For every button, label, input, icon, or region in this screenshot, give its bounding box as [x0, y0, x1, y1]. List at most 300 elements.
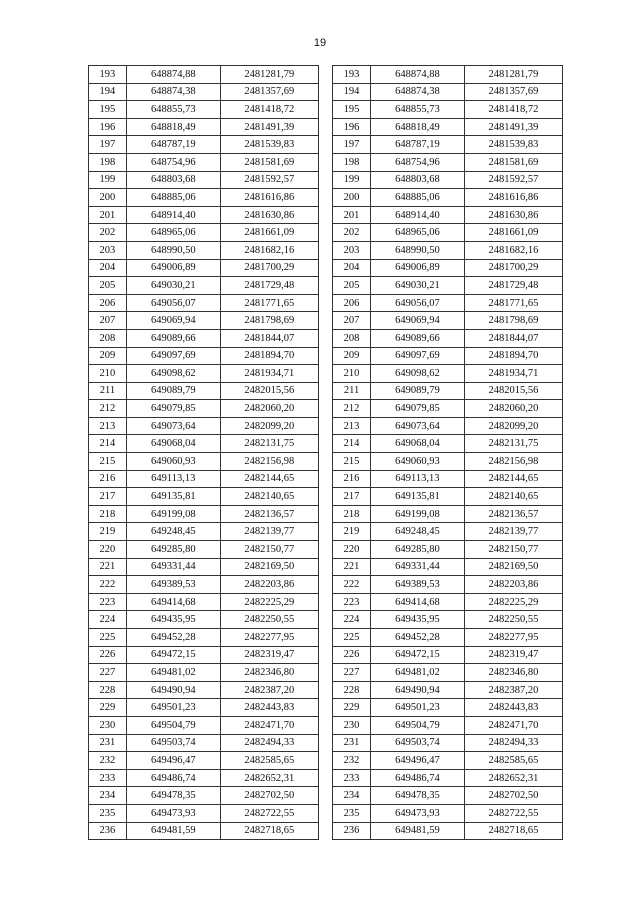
column-gap — [318, 171, 332, 189]
right-x-coordinate-cell: 648990,50 — [370, 241, 464, 259]
right-y-coordinate-cell: 2482144,65 — [464, 470, 562, 488]
left-y-coordinate-cell: 2481581,69 — [220, 153, 318, 171]
left-x-coordinate-cell: 649501,23 — [126, 699, 220, 717]
table-row — [89, 488, 563, 506]
table-row — [89, 523, 563, 541]
left-x-coordinate-cell: 649472,15 — [126, 646, 220, 664]
right-x-coordinate-cell: 648874,38 — [370, 83, 464, 101]
left-x-coordinate-cell: 649452,28 — [126, 629, 220, 647]
column-gap — [318, 382, 332, 400]
column-gap — [318, 822, 332, 840]
column-gap — [318, 593, 332, 611]
left-y-coordinate-cell: 2481616,86 — [220, 189, 318, 207]
right-x-coordinate-cell: 648803,68 — [370, 171, 464, 189]
left-x-coordinate-cell: 649097,69 — [126, 347, 220, 365]
right-point-number-cell: 214 — [333, 435, 371, 453]
left-y-coordinate-cell: 2482225,29 — [220, 593, 318, 611]
left-point-number-cell: 195 — [89, 101, 127, 119]
column-gap — [318, 400, 332, 418]
left-y-coordinate-cell: 2481630,86 — [220, 206, 318, 224]
right-x-coordinate-cell: 649069,94 — [370, 312, 464, 330]
table-row — [89, 365, 563, 383]
left-x-coordinate-cell: 649481,59 — [126, 822, 220, 840]
left-point-number-cell: 231 — [89, 734, 127, 752]
right-point-number-cell: 211 — [333, 382, 371, 400]
left-point-number-cell: 213 — [89, 417, 127, 435]
right-x-coordinate-cell: 649056,07 — [370, 294, 464, 312]
left-point-number-cell: 211 — [89, 382, 127, 400]
right-point-number-cell: 219 — [333, 523, 371, 541]
column-gap — [318, 241, 332, 259]
right-y-coordinate-cell: 2481682,16 — [464, 241, 562, 259]
right-point-number-cell: 223 — [333, 593, 371, 611]
left-y-coordinate-cell: 2482156,98 — [220, 453, 318, 471]
right-x-coordinate-cell: 649073,64 — [370, 417, 464, 435]
right-x-coordinate-cell: 649389,53 — [370, 576, 464, 594]
right-point-number-cell: 224 — [333, 611, 371, 629]
right-y-coordinate-cell: 2481729,48 — [464, 277, 562, 295]
left-point-number-cell: 197 — [89, 136, 127, 154]
right-point-number-cell: 202 — [333, 224, 371, 242]
right-point-number-cell: 230 — [333, 716, 371, 734]
column-gap — [318, 523, 332, 541]
left-y-coordinate-cell: 2482319,47 — [220, 646, 318, 664]
column-gap — [318, 136, 332, 154]
right-point-number-cell: 225 — [333, 629, 371, 647]
column-gap — [318, 153, 332, 171]
right-point-number-cell: 234 — [333, 787, 371, 805]
left-y-coordinate-cell: 2481798,69 — [220, 312, 318, 330]
table-row — [89, 752, 563, 770]
left-y-coordinate-cell: 2482702,50 — [220, 787, 318, 805]
left-x-coordinate-cell: 649113,13 — [126, 470, 220, 488]
right-x-coordinate-cell: 649285,80 — [370, 541, 464, 559]
right-y-coordinate-cell: 2481581,69 — [464, 153, 562, 171]
table-row — [89, 118, 563, 136]
right-x-coordinate-cell: 649089,79 — [370, 382, 464, 400]
right-y-coordinate-cell: 2481700,29 — [464, 259, 562, 277]
right-x-coordinate-cell: 649060,93 — [370, 453, 464, 471]
column-gap — [318, 769, 332, 787]
right-x-coordinate-cell: 649098,62 — [370, 365, 464, 383]
left-x-coordinate-cell: 648754,96 — [126, 153, 220, 171]
column-gap — [318, 259, 332, 277]
table-row — [89, 171, 563, 189]
left-x-coordinate-cell: 648818,49 — [126, 118, 220, 136]
column-gap — [318, 611, 332, 629]
column-gap — [318, 347, 332, 365]
left-point-number-cell: 232 — [89, 752, 127, 770]
right-y-coordinate-cell: 2482060,20 — [464, 400, 562, 418]
right-y-coordinate-cell: 2481491,39 — [464, 118, 562, 136]
left-y-coordinate-cell: 2482169,50 — [220, 558, 318, 576]
table-row — [89, 664, 563, 682]
left-point-number-cell: 201 — [89, 206, 127, 224]
column-gap — [318, 558, 332, 576]
right-x-coordinate-cell: 649079,85 — [370, 400, 464, 418]
table-row — [89, 189, 563, 207]
table-row — [89, 629, 563, 647]
column-gap — [318, 453, 332, 471]
right-point-number-cell: 236 — [333, 822, 371, 840]
column-gap — [318, 206, 332, 224]
table-row — [89, 329, 563, 347]
column-gap — [318, 312, 332, 330]
right-y-coordinate-cell: 2481357,69 — [464, 83, 562, 101]
table-row — [89, 681, 563, 699]
column-gap — [318, 734, 332, 752]
right-y-coordinate-cell: 2482139,77 — [464, 523, 562, 541]
left-y-coordinate-cell: 2482136,57 — [220, 505, 318, 523]
right-x-coordinate-cell: 648754,96 — [370, 153, 464, 171]
right-y-coordinate-cell: 2481934,71 — [464, 365, 562, 383]
left-point-number-cell: 236 — [89, 822, 127, 840]
table-row — [89, 822, 563, 840]
left-x-coordinate-cell: 649068,04 — [126, 435, 220, 453]
left-y-coordinate-cell: 2482387,20 — [220, 681, 318, 699]
left-y-coordinate-cell: 2481418,72 — [220, 101, 318, 119]
right-x-coordinate-cell: 649030,21 — [370, 277, 464, 295]
left-point-number-cell: 208 — [89, 329, 127, 347]
column-gap — [318, 66, 332, 84]
right-x-coordinate-cell: 649473,93 — [370, 804, 464, 822]
column-gap — [318, 488, 332, 506]
left-point-number-cell: 196 — [89, 118, 127, 136]
left-y-coordinate-cell: 2482139,77 — [220, 523, 318, 541]
column-gap — [318, 83, 332, 101]
right-point-number-cell: 196 — [333, 118, 371, 136]
column-gap — [318, 435, 332, 453]
right-y-coordinate-cell: 2482702,50 — [464, 787, 562, 805]
right-point-number-cell: 212 — [333, 400, 371, 418]
left-x-coordinate-cell: 649248,45 — [126, 523, 220, 541]
left-x-coordinate-cell: 649478,35 — [126, 787, 220, 805]
right-y-coordinate-cell: 2482387,20 — [464, 681, 562, 699]
table-row — [89, 453, 563, 471]
right-point-number-cell: 193 — [333, 66, 371, 84]
right-x-coordinate-cell: 649331,44 — [370, 558, 464, 576]
left-x-coordinate-cell: 649504,79 — [126, 716, 220, 734]
table-row — [89, 593, 563, 611]
left-y-coordinate-cell: 2481592,57 — [220, 171, 318, 189]
column-gap — [318, 365, 332, 383]
left-x-coordinate-cell: 649030,21 — [126, 277, 220, 295]
table-row — [89, 558, 563, 576]
left-point-number-cell: 206 — [89, 294, 127, 312]
left-x-coordinate-cell: 649481,02 — [126, 664, 220, 682]
table-row — [89, 611, 563, 629]
table-row — [89, 804, 563, 822]
table-row — [89, 259, 563, 277]
right-y-coordinate-cell: 2482156,98 — [464, 453, 562, 471]
right-x-coordinate-cell: 648885,06 — [370, 189, 464, 207]
right-y-coordinate-cell: 2481539,83 — [464, 136, 562, 154]
right-x-coordinate-cell: 649486,74 — [370, 769, 464, 787]
table-row — [89, 716, 563, 734]
right-y-coordinate-cell: 2482136,57 — [464, 505, 562, 523]
table-row — [89, 101, 563, 119]
right-x-coordinate-cell: 649490,94 — [370, 681, 464, 699]
left-y-coordinate-cell: 2482203,86 — [220, 576, 318, 594]
coordinates-table-body — [89, 66, 563, 840]
left-y-coordinate-cell: 2481357,69 — [220, 83, 318, 101]
right-y-coordinate-cell: 2481616,86 — [464, 189, 562, 207]
left-point-number-cell: 229 — [89, 699, 127, 717]
left-x-coordinate-cell: 649331,44 — [126, 558, 220, 576]
left-x-coordinate-cell: 649069,94 — [126, 312, 220, 330]
right-y-coordinate-cell: 2482150,77 — [464, 541, 562, 559]
right-point-number-cell: 218 — [333, 505, 371, 523]
right-point-number-cell: 195 — [333, 101, 371, 119]
right-point-number-cell: 198 — [333, 153, 371, 171]
left-y-coordinate-cell: 2481771,65 — [220, 294, 318, 312]
left-y-coordinate-cell: 2482277,95 — [220, 629, 318, 647]
right-x-coordinate-cell: 649248,45 — [370, 523, 464, 541]
column-gap — [318, 541, 332, 559]
right-y-coordinate-cell: 2481894,70 — [464, 347, 562, 365]
left-point-number-cell: 209 — [89, 347, 127, 365]
column-gap — [318, 505, 332, 523]
table-row — [89, 83, 563, 101]
left-y-coordinate-cell: 2482585,65 — [220, 752, 318, 770]
column-gap — [318, 664, 332, 682]
left-point-number-cell: 233 — [89, 769, 127, 787]
left-point-number-cell: 212 — [89, 400, 127, 418]
right-point-number-cell: 194 — [333, 83, 371, 101]
column-gap — [318, 681, 332, 699]
left-y-coordinate-cell: 2482131,75 — [220, 435, 318, 453]
column-gap — [318, 576, 332, 594]
column-gap — [318, 787, 332, 805]
column-gap — [318, 699, 332, 717]
right-point-number-cell: 201 — [333, 206, 371, 224]
right-y-coordinate-cell: 2482718,65 — [464, 822, 562, 840]
left-y-coordinate-cell: 2482150,77 — [220, 541, 318, 559]
right-y-coordinate-cell: 2482471,70 — [464, 716, 562, 734]
right-x-coordinate-cell: 649135,81 — [370, 488, 464, 506]
right-x-coordinate-cell: 649478,35 — [370, 787, 464, 805]
left-x-coordinate-cell: 648885,06 — [126, 189, 220, 207]
left-y-coordinate-cell: 2482346,80 — [220, 664, 318, 682]
left-y-coordinate-cell: 2481682,16 — [220, 241, 318, 259]
table-row — [89, 576, 563, 594]
left-x-coordinate-cell: 649435,95 — [126, 611, 220, 629]
table-row — [89, 400, 563, 418]
right-x-coordinate-cell: 649068,04 — [370, 435, 464, 453]
right-point-number-cell: 204 — [333, 259, 371, 277]
right-y-coordinate-cell: 2482169,50 — [464, 558, 562, 576]
right-x-coordinate-cell: 648874,88 — [370, 66, 464, 84]
right-y-coordinate-cell: 2482250,55 — [464, 611, 562, 629]
left-point-number-cell: 203 — [89, 241, 127, 259]
left-point-number-cell: 227 — [89, 664, 127, 682]
right-x-coordinate-cell: 649089,66 — [370, 329, 464, 347]
right-point-number-cell: 207 — [333, 312, 371, 330]
right-x-coordinate-cell: 649435,95 — [370, 611, 464, 629]
left-y-coordinate-cell: 2481894,70 — [220, 347, 318, 365]
right-point-number-cell: 209 — [333, 347, 371, 365]
right-y-coordinate-cell: 2481418,72 — [464, 101, 562, 119]
left-x-coordinate-cell: 649503,74 — [126, 734, 220, 752]
right-point-number-cell: 232 — [333, 752, 371, 770]
right-x-coordinate-cell: 649006,89 — [370, 259, 464, 277]
left-point-number-cell: 198 — [89, 153, 127, 171]
left-y-coordinate-cell: 2482652,31 — [220, 769, 318, 787]
left-x-coordinate-cell: 649135,81 — [126, 488, 220, 506]
left-x-coordinate-cell: 649199,08 — [126, 505, 220, 523]
left-y-coordinate-cell: 2482060,20 — [220, 400, 318, 418]
left-point-number-cell: 193 — [89, 66, 127, 84]
left-y-coordinate-cell: 2481661,09 — [220, 224, 318, 242]
left-y-coordinate-cell: 2482722,55 — [220, 804, 318, 822]
right-y-coordinate-cell: 2481798,69 — [464, 312, 562, 330]
right-y-coordinate-cell: 2481281,79 — [464, 66, 562, 84]
table-row — [89, 277, 563, 295]
left-x-coordinate-cell: 648787,19 — [126, 136, 220, 154]
column-gap — [318, 629, 332, 647]
left-point-number-cell: 228 — [89, 681, 127, 699]
left-x-coordinate-cell: 648965,06 — [126, 224, 220, 242]
left-x-coordinate-cell: 649490,94 — [126, 681, 220, 699]
left-y-coordinate-cell: 2482494,33 — [220, 734, 318, 752]
right-y-coordinate-cell: 2481592,57 — [464, 171, 562, 189]
column-gap — [318, 646, 332, 664]
left-y-coordinate-cell: 2481281,79 — [220, 66, 318, 84]
table-row — [89, 769, 563, 787]
right-point-number-cell: 197 — [333, 136, 371, 154]
right-y-coordinate-cell: 2482203,86 — [464, 576, 562, 594]
right-y-coordinate-cell: 2482319,47 — [464, 646, 562, 664]
right-y-coordinate-cell: 2482277,95 — [464, 629, 562, 647]
left-point-number-cell: 217 — [89, 488, 127, 506]
left-y-coordinate-cell: 2482471,70 — [220, 716, 318, 734]
left-x-coordinate-cell: 649414,68 — [126, 593, 220, 611]
right-x-coordinate-cell: 649504,79 — [370, 716, 464, 734]
column-gap — [318, 277, 332, 295]
page-number: 19 — [313, 37, 327, 49]
column-gap — [318, 417, 332, 435]
left-point-number-cell: 222 — [89, 576, 127, 594]
column-gap — [318, 716, 332, 734]
table-row — [89, 294, 563, 312]
right-x-coordinate-cell: 649501,23 — [370, 699, 464, 717]
column-gap — [318, 470, 332, 488]
right-y-coordinate-cell: 2482494,33 — [464, 734, 562, 752]
right-point-number-cell: 215 — [333, 453, 371, 471]
left-point-number-cell: 199 — [89, 171, 127, 189]
table-row — [89, 470, 563, 488]
table-row — [89, 646, 563, 664]
column-gap — [318, 329, 332, 347]
left-x-coordinate-cell: 649089,66 — [126, 329, 220, 347]
right-point-number-cell: 226 — [333, 646, 371, 664]
right-x-coordinate-cell: 649481,02 — [370, 664, 464, 682]
left-y-coordinate-cell: 2482144,65 — [220, 470, 318, 488]
column-gap — [318, 804, 332, 822]
left-x-coordinate-cell: 648874,38 — [126, 83, 220, 101]
left-x-coordinate-cell: 649073,64 — [126, 417, 220, 435]
right-x-coordinate-cell: 648914,40 — [370, 206, 464, 224]
left-y-coordinate-cell: 2481491,39 — [220, 118, 318, 136]
table-row — [89, 699, 563, 717]
right-x-coordinate-cell: 649472,15 — [370, 646, 464, 664]
left-point-number-cell: 204 — [89, 259, 127, 277]
left-y-coordinate-cell: 2481539,83 — [220, 136, 318, 154]
right-y-coordinate-cell: 2482131,75 — [464, 435, 562, 453]
left-x-coordinate-cell: 648855,73 — [126, 101, 220, 119]
left-y-coordinate-cell: 2481844,07 — [220, 329, 318, 347]
left-point-number-cell: 235 — [89, 804, 127, 822]
column-gap — [318, 118, 332, 136]
right-point-number-cell: 222 — [333, 576, 371, 594]
column-gap — [318, 101, 332, 119]
column-gap — [318, 752, 332, 770]
left-point-number-cell: 205 — [89, 277, 127, 295]
right-x-coordinate-cell: 648855,73 — [370, 101, 464, 119]
right-point-number-cell: 199 — [333, 171, 371, 189]
table-row — [89, 153, 563, 171]
right-y-coordinate-cell: 2482652,31 — [464, 769, 562, 787]
table-row — [89, 505, 563, 523]
right-x-coordinate-cell: 648787,19 — [370, 136, 464, 154]
right-y-coordinate-cell: 2481630,86 — [464, 206, 562, 224]
left-x-coordinate-cell: 649496,47 — [126, 752, 220, 770]
right-point-number-cell: 216 — [333, 470, 371, 488]
left-x-coordinate-cell: 649473,93 — [126, 804, 220, 822]
coordinates-table — [88, 65, 563, 840]
right-y-coordinate-cell: 2482015,56 — [464, 382, 562, 400]
right-x-coordinate-cell: 649414,68 — [370, 593, 464, 611]
left-point-number-cell: 214 — [89, 435, 127, 453]
left-point-number-cell: 224 — [89, 611, 127, 629]
right-point-number-cell: 206 — [333, 294, 371, 312]
right-y-coordinate-cell: 2482585,65 — [464, 752, 562, 770]
right-y-coordinate-cell: 2481771,65 — [464, 294, 562, 312]
left-x-coordinate-cell: 648874,88 — [126, 66, 220, 84]
left-x-coordinate-cell: 649389,53 — [126, 576, 220, 594]
right-y-coordinate-cell: 2481844,07 — [464, 329, 562, 347]
left-x-coordinate-cell: 649060,93 — [126, 453, 220, 471]
right-y-coordinate-cell: 2482140,65 — [464, 488, 562, 506]
table-row — [89, 241, 563, 259]
right-point-number-cell: 220 — [333, 541, 371, 559]
left-point-number-cell: 234 — [89, 787, 127, 805]
left-x-coordinate-cell: 648914,40 — [126, 206, 220, 224]
right-x-coordinate-cell: 648818,49 — [370, 118, 464, 136]
right-y-coordinate-cell: 2482443,83 — [464, 699, 562, 717]
right-point-number-cell: 229 — [333, 699, 371, 717]
column-gap — [318, 189, 332, 207]
left-x-coordinate-cell: 649486,74 — [126, 769, 220, 787]
table-row — [89, 734, 563, 752]
table-row — [89, 224, 563, 242]
left-point-number-cell: 194 — [89, 83, 127, 101]
left-point-number-cell: 210 — [89, 365, 127, 383]
table-row — [89, 541, 563, 559]
table-row — [89, 435, 563, 453]
right-point-number-cell: 227 — [333, 664, 371, 682]
left-point-number-cell: 230 — [89, 716, 127, 734]
right-x-coordinate-cell: 649452,28 — [370, 629, 464, 647]
right-point-number-cell: 228 — [333, 681, 371, 699]
left-y-coordinate-cell: 2481934,71 — [220, 365, 318, 383]
right-point-number-cell: 231 — [333, 734, 371, 752]
table-row — [89, 206, 563, 224]
right-y-coordinate-cell: 2482099,20 — [464, 417, 562, 435]
right-point-number-cell: 208 — [333, 329, 371, 347]
left-point-number-cell: 225 — [89, 629, 127, 647]
right-point-number-cell: 235 — [333, 804, 371, 822]
